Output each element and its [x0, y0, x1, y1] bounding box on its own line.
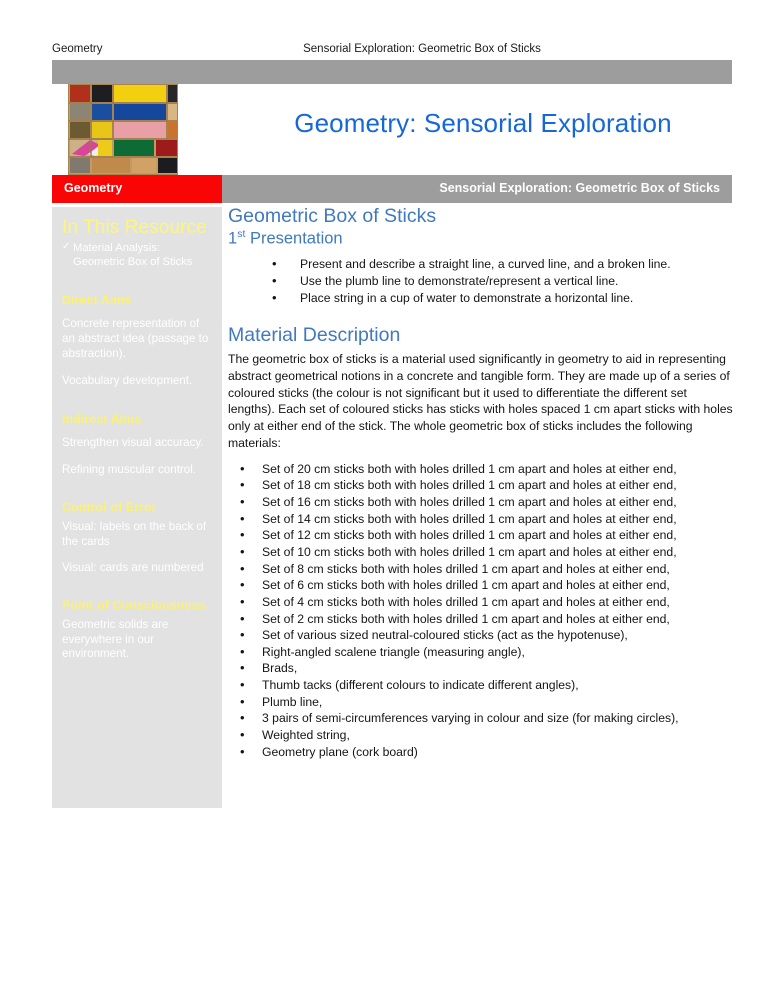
list-item: • Thumb tacks (different colours to indicate different angles),	[228, 677, 736, 694]
sidebar-heading-direct-aims: Direct Aims	[62, 293, 132, 308]
list-item: • Set of 2 cm sticks both with holes drilled 1 cm apart and holes at either end,	[228, 611, 736, 628]
sidebar-resource-label: Material Analysis: Geometric Box of Sticks	[73, 242, 193, 269]
top-grey-band	[52, 60, 732, 84]
sidebar-resource-item	[62, 241, 214, 269]
list-item: • Set of 20 cm sticks both with holes drilled 1 cm apart and holes at either end,	[228, 461, 736, 478]
sidebar-heading-indirect-aims: Indirect Aims	[62, 412, 142, 427]
check-icon: ✓	[62, 241, 71, 253]
list-item: • Set of 8 cm sticks both with holes drilled 1 cm apart and holes at either end,	[228, 561, 736, 578]
list-item: • Geometry plane (cork board)	[228, 744, 736, 761]
sidebar	[52, 207, 222, 808]
subject-bar-label: Geometry	[64, 181, 123, 195]
main-content	[228, 205, 736, 760]
list-item: • Place string in a cup of water to demonstrate a horizontal line.	[228, 290, 736, 306]
sidebar-text: Refining muscular control.	[62, 463, 197, 477]
sidebar-text: Strengthen visual accuracy.	[62, 436, 204, 450]
running-header	[52, 43, 732, 59]
sidebar-text: Vocabulary development.	[62, 373, 193, 387]
list-item: • Set of 4 cm sticks both with holes drilled 1 cm apart and holes at either end,	[228, 594, 736, 611]
sidebar-heading-point-of-consciousness: Point of Consciousness	[62, 597, 206, 612]
content-subheading	[228, 228, 736, 249]
content-heading: Geometric Box of Sticks	[228, 205, 437, 227]
list-item: • Set of 6 cm sticks both with holes drilled 1 cm apart and holes at either end,	[228, 577, 736, 594]
running-header-left: Geometry	[52, 43, 103, 55]
masthead	[52, 84, 732, 175]
list-item: • 3 pairs of semi-circumferences varying in colour and size (for making circles),	[228, 710, 736, 727]
presentation-ordinal: st	[237, 228, 246, 241]
material-description-heading: Material Description	[228, 324, 401, 347]
sidebar-title: In This Resource	[62, 217, 207, 238]
presentation-number: 1	[228, 229, 238, 248]
material-description-body: The geometric box of sticks is a material used significantly in geometry to aid in representing abstract geometrical notions in a concrete and tangible form. They are made up of a series of coloured sticks (the colour is not significant but it used to differentiate the different set lengths). Each set of coloured sticks has sticks with holes spaced 1 cm apart sticks with holes only at either end of the stick. The whole geometric box of sticks includes the following materials:	[228, 352, 733, 450]
list-item: • Weighted string,	[228, 727, 736, 744]
list-item: • Set of various sized neutral-coloured sticks (act as the hypotenuse),	[228, 627, 736, 644]
sidebar-text: Visual: cards are numbered	[62, 561, 204, 575]
page-title: Geometry: Sensorial Exploration	[294, 108, 672, 138]
topic-bar-label: Sensorial Exploration: Geometric Box of Sticks	[439, 181, 720, 195]
list-item: • Present and describe a straight line, a curved line, and a broken line.	[228, 256, 736, 272]
list-item: • Brads,	[228, 660, 736, 677]
sidebar-text: Visual: labels on the back of the cards	[62, 519, 207, 548]
sidebar-text: Concrete representation of an abstract idea (passage to abstraction).	[62, 317, 209, 360]
list-item: • Use the plumb line to demonstrate/represent a vertical line.	[228, 273, 736, 289]
subject-bar	[52, 175, 222, 203]
section-title-bars	[52, 175, 732, 203]
sidebar-heading-control-of-error: Control of Error	[62, 499, 157, 514]
list-item: • Plumb line,	[228, 694, 736, 711]
running-header-center: Sensorial Exploration: Geometric Box of Sticks	[303, 43, 541, 55]
topic-bar	[222, 175, 732, 203]
list-item: • Set of 18 cm sticks both with holes drilled 1 cm apart and holes at either end,	[228, 477, 736, 494]
geometric-box-of-sticks-photo	[68, 84, 178, 175]
list-item: • Set of 16 cm sticks both with holes drilled 1 cm apart and holes at either end,	[228, 494, 736, 511]
list-item: • Set of 14 cm sticks both with holes drilled 1 cm apart and holes at either end,	[228, 511, 736, 528]
presentation-word: Presentation	[245, 229, 343, 248]
presentation-steps-list	[228, 256, 736, 307]
sidebar-text: Geometric solids are everywhere in our environment.	[62, 617, 169, 661]
list-item: • Set of 10 cm sticks both with holes drilled 1 cm apart and holes at either end,	[228, 544, 736, 561]
list-item: • Right-angled scalene triangle (measuring angle),	[228, 644, 736, 661]
materials-list	[228, 461, 736, 761]
list-item: • Set of 12 cm sticks both with holes drilled 1 cm apart and holes at either end,	[228, 527, 736, 544]
